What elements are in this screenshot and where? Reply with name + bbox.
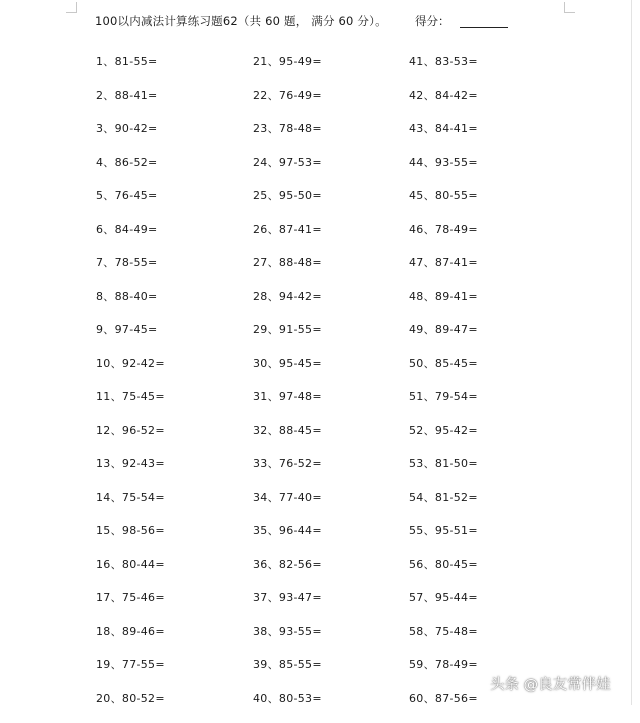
problem-item: 18、89-46= <box>96 623 256 657</box>
problem-item: 30、95-45= <box>253 355 413 389</box>
problem-item: 45、80-55= <box>409 187 569 221</box>
problem-item: 46、78-49= <box>409 221 569 255</box>
problem-item: 4、86-52= <box>96 154 256 188</box>
problem-item: 36、82-56= <box>253 556 413 590</box>
problem-item: 50、85-45= <box>409 355 569 389</box>
problem-item: 39、85-55= <box>253 656 413 690</box>
problem-item: 29、91-55= <box>253 321 413 355</box>
problem-item: 16、80-44= <box>96 556 256 590</box>
problem-item: 33、76-52= <box>253 455 413 489</box>
problem-item: 24、97-53= <box>253 154 413 188</box>
problem-item: 1、81-55= <box>96 53 256 87</box>
problem-item: 34、77-40= <box>253 489 413 523</box>
problem-item: 26、87-41= <box>253 221 413 255</box>
problem-item: 38、93-55= <box>253 623 413 657</box>
problem-item: 31、97-48= <box>253 388 413 422</box>
problem-item: 23、78-48= <box>253 120 413 154</box>
problem-item: 52、95-42= <box>409 422 569 456</box>
problem-item: 14、75-54= <box>96 489 256 523</box>
problem-item: 12、96-52= <box>96 422 256 456</box>
problem-item: 13、92-43= <box>96 455 256 489</box>
problem-item: 6、84-49= <box>96 221 256 255</box>
problem-item: 44、93-55= <box>409 154 569 188</box>
score-blank-line <box>460 27 508 28</box>
problem-item: 57、95-44= <box>409 589 569 623</box>
problem-item: 11、75-45= <box>96 388 256 422</box>
problem-item: 7、78-55= <box>96 254 256 288</box>
problem-item: 9、97-45= <box>96 321 256 355</box>
score-label: 得分： <box>415 13 450 29</box>
problem-item: 15、98-56= <box>96 522 256 556</box>
problem-item: 3、90-42= <box>96 120 256 154</box>
page-edge-line <box>631 0 632 705</box>
problem-item: 59、78-49= <box>409 656 569 690</box>
problem-item: 19、77-55= <box>96 656 256 690</box>
problem-item: 37、93-47= <box>253 589 413 623</box>
problem-item: 58、75-48= <box>409 623 569 657</box>
problem-item: 22、76-49= <box>253 87 413 121</box>
problem-item: 56、80-45= <box>409 556 569 590</box>
problem-item: 25、95-50= <box>253 187 413 221</box>
problem-item: 8、88-40= <box>96 288 256 322</box>
worksheet-title: 100以内减法计算练习题62（共 60 题， 满分 60 分）。 <box>95 13 387 29</box>
problem-item: 5、76-45= <box>96 187 256 221</box>
problem-column-1 <box>96 53 256 723</box>
problem-item: 27、88-48= <box>253 254 413 288</box>
problem-item: 21、95-49= <box>253 53 413 87</box>
problem-item: 55、95-51= <box>409 522 569 556</box>
problem-item: 2、88-41= <box>96 87 256 121</box>
problem-item: 47、87-41= <box>409 254 569 288</box>
problem-item: 43、84-41= <box>409 120 569 154</box>
problem-item: 54、81-52= <box>409 489 569 523</box>
problem-item: 35、96-44= <box>253 522 413 556</box>
problem-column-3 <box>409 53 569 723</box>
problem-item: 49、89-47= <box>409 321 569 355</box>
problem-item: 32、88-45= <box>253 422 413 456</box>
problem-column-2 <box>253 53 413 723</box>
problem-item: 40、80-53= <box>253 690 413 723</box>
problem-item: 28、94-42= <box>253 288 413 322</box>
page-corner-mark-right <box>564 2 575 13</box>
problem-item: 60、87-56= <box>409 690 569 723</box>
problem-item: 42、84-42= <box>409 87 569 121</box>
page-corner-mark-left <box>66 2 77 13</box>
problem-item: 48、89-41= <box>409 288 569 322</box>
problem-item: 20、80-52= <box>96 690 256 723</box>
problem-item: 17、75-46= <box>96 589 256 623</box>
watermark-text: 头条 @良友常伴娃 <box>490 673 611 694</box>
problem-item: 53、81-50= <box>409 455 569 489</box>
problem-item: 41、83-53= <box>409 53 569 87</box>
problem-item: 10、92-42= <box>96 355 256 389</box>
problem-item: 51、79-54= <box>409 388 569 422</box>
